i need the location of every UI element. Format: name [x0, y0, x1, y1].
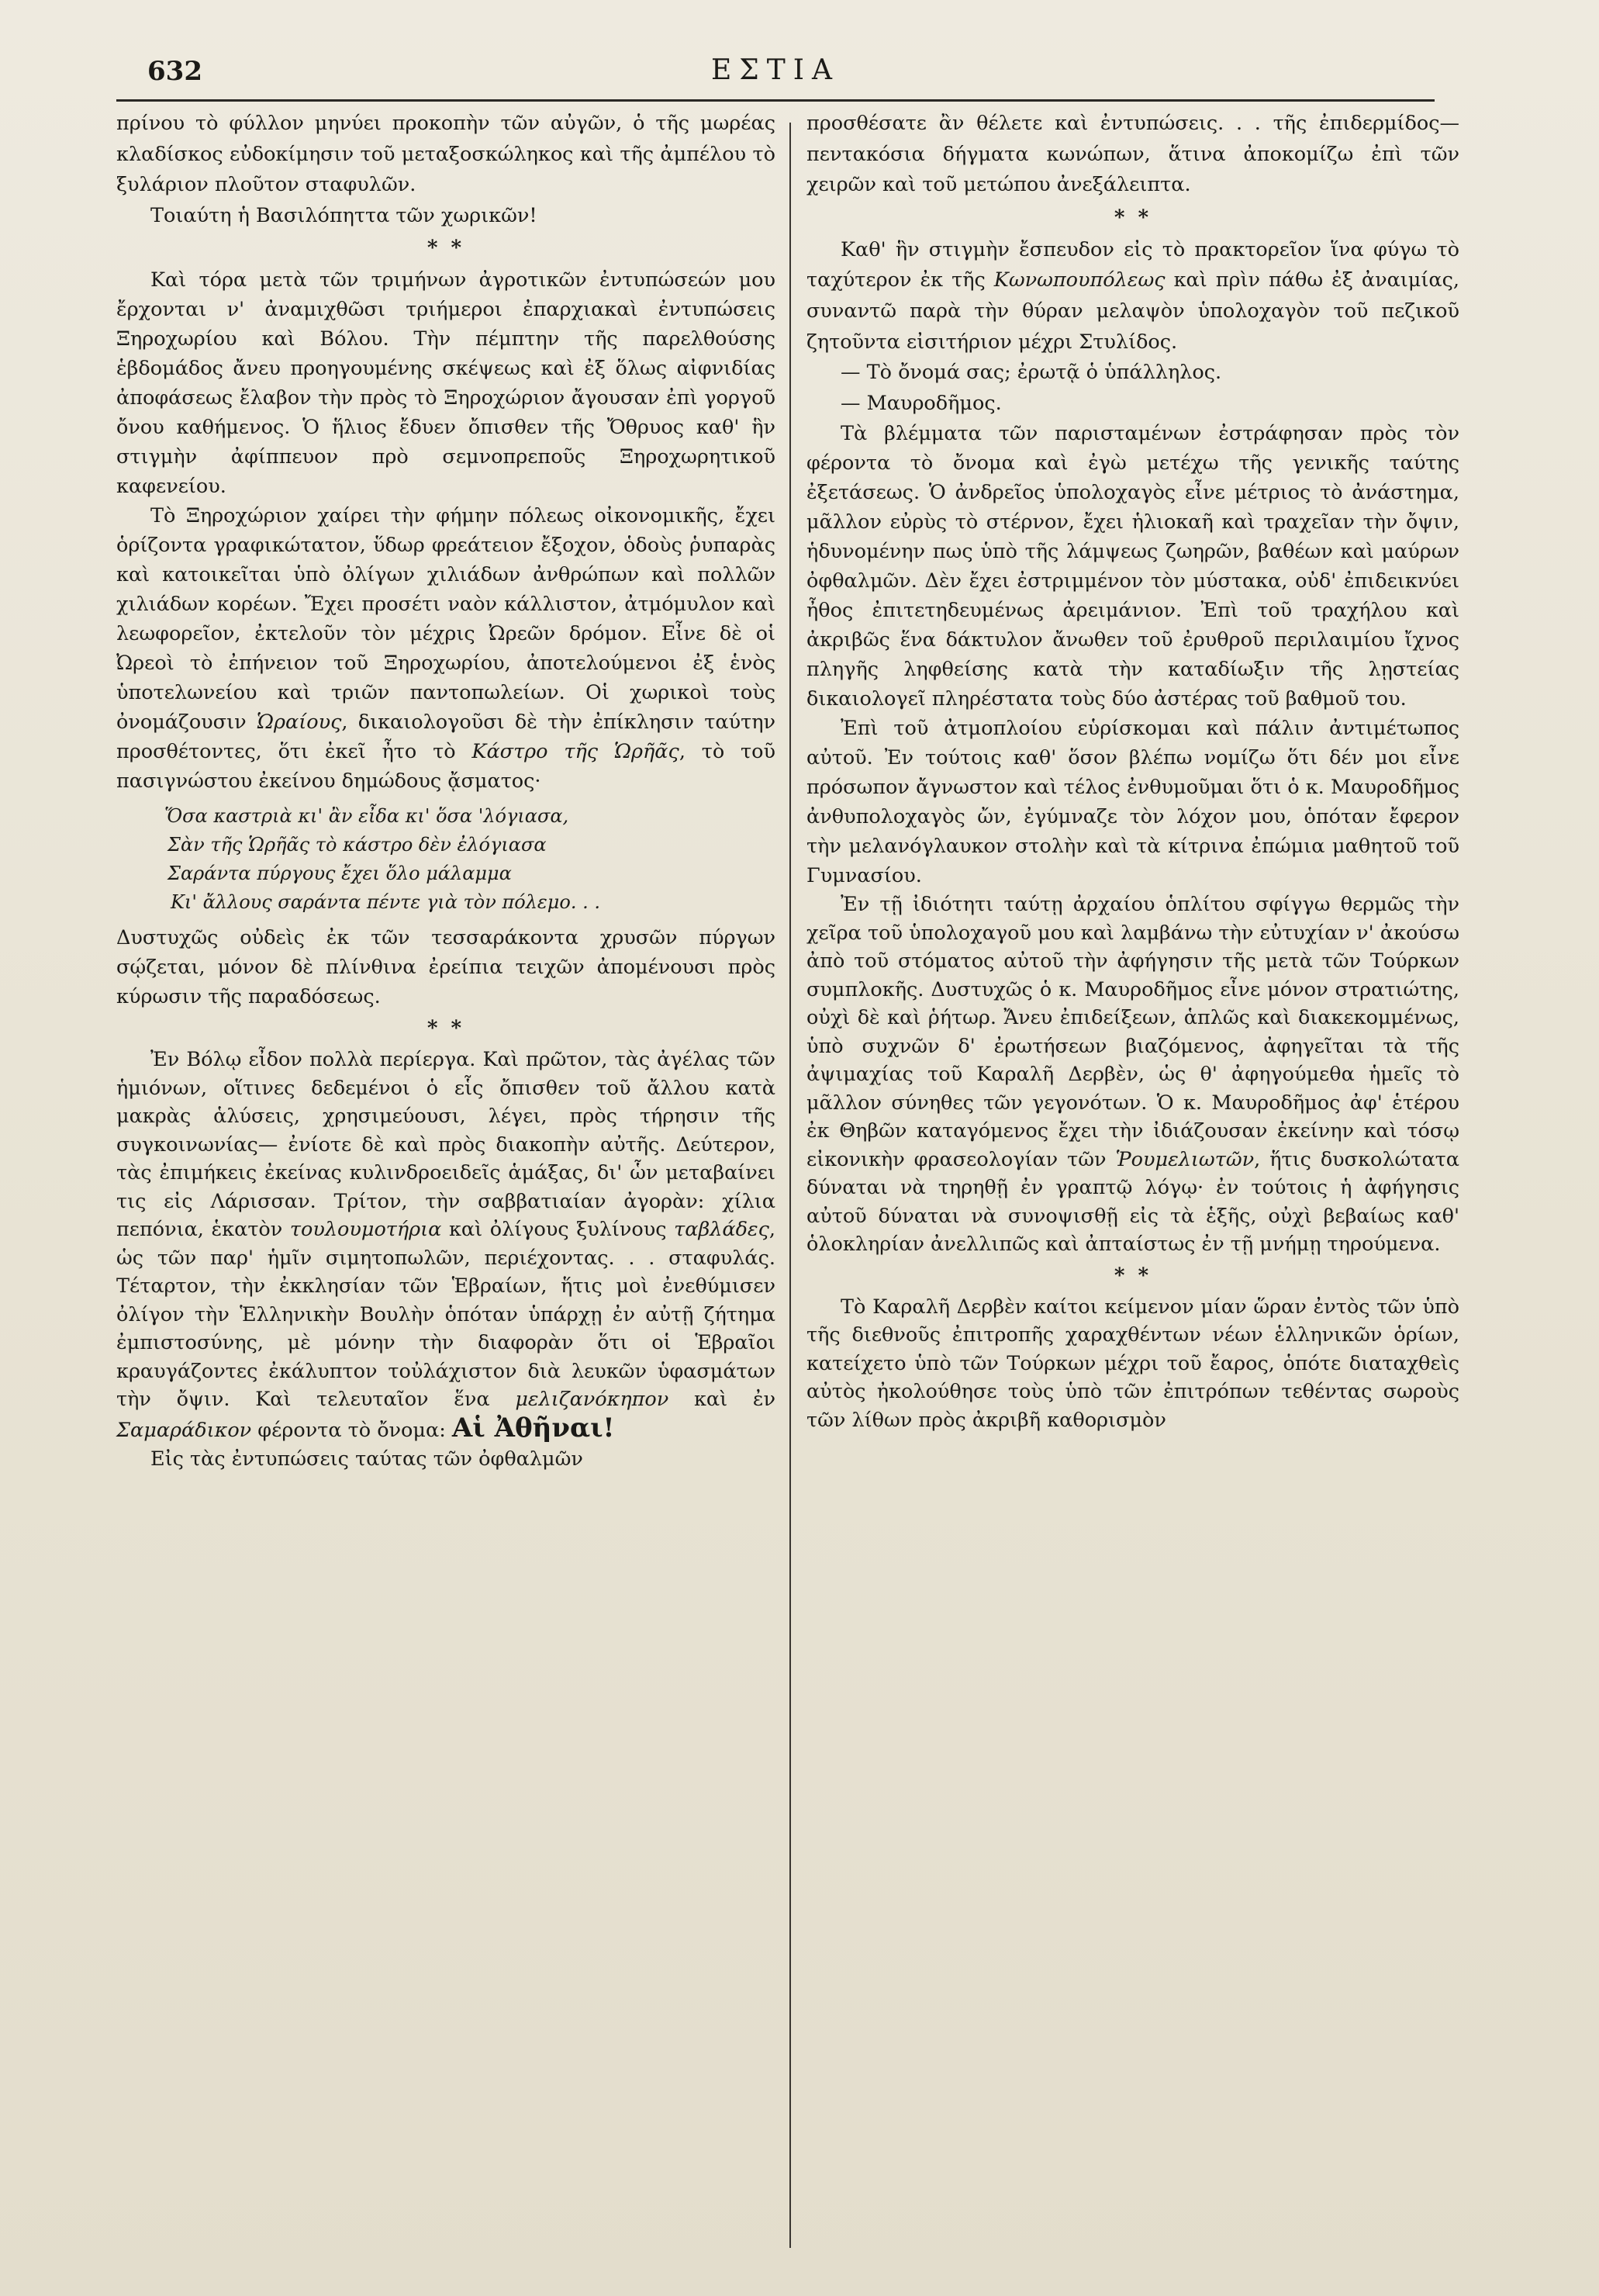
text-run: Τὸ Ξηροχώριον χαίρει τὴν φήμην πόλεως οἰκονομικῆς, ἔχει ὁρίζοντα γραφικώτατον, ὕδωρ φρεάτειον ἔξοχον, ὁδοὺς ῥυπαρὰς καὶ κατοικεῖται ὑπὸ ὀλίγων χιλιάδων ἀνθρώπων καὶ πολλῶν χιλιάδων κορέων. Ἔχει προσέτι ναὸν κάλλιστον, ἀτμόμυλον καὶ λεωφορεῖον, ἐκτελοῦν τὸν μέχρις Ὠρεῶν δρόμον. Εἶνε δὲ οἱ Ὠρεοὶ τὸ ἐπήνειον τοῦ Ξηροχωρίου, ἀποτελούμενοι ἐξ ἑνὸς ὑποτελωνείου καὶ τριῶν παντοπωλείων. Οἱ χωρικοὶ τοὺς ὀνομάζουσιν — [116, 504, 775, 735]
text-run: , τὸ τοῦ πασιγνώστου ἐκείνου δημώδους ᾄσματος· — [116, 740, 775, 794]
page-number: 632 — [147, 56, 202, 87]
text-run: καὶ ἐν — [693, 1388, 776, 1412]
poem — [164, 802, 775, 917]
poem-line: Σὰν τῆς Ὡρῆᾶς τὸ κάστρο δὲν ἐλόγιασα — [167, 834, 547, 856]
text-run: Ἐν Βόλῳ εἶδον πολλὰ περίεργα. Καὶ πρῶτον, τὰς ἀγέλας τῶν ἡμιόνων, οἵτινες δεδεμένοι ὁ εἷς ὄπισθεν τοῦ ἄλλου κατὰ μακρὰς ἁλύσεις, χρησιμεύουσι, λέγει, πρὸς τήρησιν τῆς συγκοινωνίας— ἐνίοτε δὲ καὶ πρὸς διακοπὴν αὐτῆς. Δεύτερον, τὰς ἐπιμήκεις ἐκείνας κυλινδροειδεῖς ἁμάξας, δι' ὧν μεταβαίνει τις εἰς Λάρισσαν. Τρίτον, τὴν σαββατιαίαν ἀγορὰν: χίλια πεπόνια, ἑκατὸν — [116, 1048, 775, 1242]
running-title: ΕΣΤΙΑ — [711, 54, 840, 86]
text-run: Καθ' ἣν στιγμὴν ἔσπευδον εἰς τὸ πρακτορεῖον ἵνα φύγω τὸ ταχύτερον ἐκ τῆς — [806, 237, 1459, 292]
section-separator: * * — [1114, 1264, 1152, 1288]
paragraph: Τὰ βλέμματα τῶν παρισταμένων ἐστράφησαν πρὸς τὸν φέροντα τὸ ὄνομα καὶ ἐγὼ μετέχω τῆς γενικῆς ταύτης ἐξετάσεως. Ὁ ἀνδρεῖος ὑπολοχαγὸς εἶνε μέτριος τὸ ἀνάστημα, μᾶλλον εὐρὺς τὸ στέρνον, ἔχει ἡλιοκαῆ καὶ τραχεῖαν τὴν ὄψιν, ἡδυνομένην πως ὑπὸ τῆς λάμψεως ζωηρῶν, βαθέων καὶ μαύρων ὀφθαλμῶν. Δὲν ἔχει ἐστριμμένον τὸν μύστακα, οὐδ' ἐπιδεικνύει ἦθος ἐπιτετηδευμένως ἀρειμάνιον. Ἐπὶ τοῦ τραχήλου καὶ ἀκριβῶς ἕνα δάκτυλον ἄνωθεν τοῦ ἐρυθροῦ περιλαιμίου ἴχνος πληγῆς ληφθείσης κατὰ τὴν καταδίωξιν τῆς λῃστείας δικαιολογεῖ πληρέστατα τοὺς δύο ἀστέρας τοῦ βαθμοῦ του. — [806, 422, 1459, 711]
italic-text: Κάστρο τῆς Ὡρῆᾶς — [471, 740, 679, 764]
paragraph — [116, 501, 775, 796]
italic-text: Ῥουμελιωτῶν — [1115, 1147, 1255, 1171]
paragraph: Καὶ τόρα μετὰ τῶν τριμήνων ἀγροτικῶν ἐντυπώσεών μου ἔρχονται ν' ἀναμιχθῶσι τριήμεροι ἐπαρχιακαὶ ἐντυπώσεις Ξηροχωρίου καὶ Βόλου. Τὴν πέμπτην τῆς παρελθούσης ἑβδομάδος ἄνευ προηγουμένης σκέψεως καὶ ἐξ ὅλως αἰφνιδίας ἀποφάσεως ἔλαβον τὴν πρὸς τὸ Ξηροχώριον ἄγουσαν ἐπὶ γοργοῦ ὄνου καθήμενος. Ὁ ἥλιος ἔδυεν ὄπισθεν τῆς Ὄθρυος καθ' ἣν στιγμὴν ἀφίππευον πρὸ σεμνοπρεποῦς Ξηροχωρητικοῦ καφενείου. — [116, 268, 775, 499]
section-separator: * * — [427, 1017, 465, 1041]
poem-line: Κι' ἄλλους σαράντα πέντε γιὰ τὸν πόλεμο. . . — [171, 891, 600, 914]
italic-text: Ὡραίους — [256, 711, 342, 735]
paragraph — [806, 235, 1459, 358]
left-column — [116, 109, 775, 1475]
dialogue-line: — Τὸ ὄνομά σας; ἐρωτᾷ ὁ ὑπάλληλος. — [841, 361, 1222, 385]
page-header — [116, 51, 1435, 98]
paragraph: πρίνου τὸ φύλλον μηνύει προκοπὴν τῶν αὐγῶν, ὁ τῆς μωρέας κλαδίσκος εὐδοκίμησιν τοῦ μεταξοσκώληκος καὶ τῆς ἀμπέλου τὸ ξυλάριον πλοῦτον σταφυλῶν. — [116, 112, 775, 197]
dialogue-line: — Μαυροδῆμος. — [841, 391, 1002, 415]
paragraph — [806, 890, 1459, 1259]
bold-text: Αἱ Ἀθῆναι! — [451, 1412, 615, 1444]
section-separator: * * — [427, 237, 465, 261]
text-run: καὶ πρὶν πάθω ἐξ ἀναιμίας, συναντῶ παρὰ τὴν θύραν μελαψὸν ὑπολοχαγὸν τοῦ πεζικοῦ ζητοῦντα εἰσιτήριον μέχρι Στυλίδος. — [806, 268, 1459, 354]
text-run: , ἥτις δυσκολώτατα δύναται νὰ τηρηθῇ ἐν γραπτῷ λόγῳ· ἐν τούτοις ἡ ἀφήγησις αὐτοῦ δύναται νὰ συνοψισθῇ εἰς τὰ ἑξῆς, οὐχὶ βεβαίως καθ' ὁλοκληρίαν ἀνελλιπῶς καὶ ἀπταίστως ἐν τῇ μνήμῃ τηρούμενα. — [806, 1147, 1459, 1257]
section-separator: * * — [1114, 206, 1152, 230]
paragraph: Ἐπὶ τοῦ ἀτμοπλοίου εὑρίσκομαι καὶ πάλιν ἀντιμέτωπος αὐτοῦ. Ἐν τούτοις καθ' ὅσον βλέπω νομίζω ὅτι δέν μοι εἶνε πρόσωπον ἄγνωστον καὶ τέλος ἐνθυμοῦμαι ὅτι ὁ κ. Μαυροδῆμος ἀνθυπολοχαγὸς ὤν, ἐγύμναζε τὸν λόχον μου, ὁπόταν ἔφερον τὴν μελανόγλαυκον στολὴν καὶ τὰ κίτρινα ἐπώμια μαθητοῦ τοῦ Γυμνασίου. — [806, 717, 1459, 888]
text-run: καὶ ὀλίγους ξυλίνους — [448, 1218, 667, 1242]
paragraph: Δυστυχῶς οὐδεὶς ἐκ τῶν τεσσαράκοντα χρυσῶν πύργων σῴζεται, μόνον δὲ πλίνθινα ἐρείπια τειχῶν ἀπομένουσι πρὸς κύρωσιν τῆς παραδόσεως. — [116, 926, 775, 1009]
paragraph: Τὸ Καραλῆ Δερβὲν καίτοι κείμενον μίαν ὥραν ἐντὸς τῶν ὑπὸ τῆς διεθνοῦς ἐπιτροπῆς χαραχθέντων νέων ἑλληνικῶν ὁρίων, κατείχετο ὑπὸ τῶν Τούρκων μέχρι τοῦ ἔαρος, ὁπότε διαταχθεὶς αὐτὸς ἠκολούθησε τοὺς ὑπὸ τῶν ἐπιτρόπων τεθέντας σωροὺς τῶν λίθων πρὸς ἀκριβῆ καθορισμὸν — [806, 1295, 1459, 1432]
header-rule — [116, 99, 1435, 102]
italic-text: Σαμαράδικον — [116, 1418, 252, 1442]
text-run: φέροντα τὸ ὄνομα: — [257, 1418, 446, 1442]
text-run: , δικαιολογοῦσι δὲ τὴν ἐπίκλησιν ταύτην προσθέτοντες, ὅτι ἐκεῖ ἦτο τὸ — [116, 711, 776, 764]
right-column — [806, 109, 1459, 1434]
italic-text: μελιζανόκηπον — [515, 1388, 669, 1412]
italic-text: Κωνωπουπόλεως — [993, 268, 1166, 292]
text-run: , ὡς τῶν παρ' ἡμῖν σιμητοπωλῶν, περιέχοντας. . . σταφυλάς. Τέταρτον, τὴν ἐκκλησίαν τῶν Ἑβραίων, ἥτις μοὶ ἐνεθύμισεν ὀλίγον τὴν Ἑλληνικὴν Βουλὴν ὁπόταν ὑπάρχῃ ἐν αὐτῇ ζήτημα ἐμπιστοσύνης, μὲ μόνην τὴν διαφορὰν ὅτι οἱ Ἑβραῖοι κραυγάζοντες ἐκάλυπτον τοὐλάχιστον διὰ λευκῶν ὑφασμάτων τὴν ὄψιν. Καὶ τελευταῖον ἕνα — [116, 1218, 776, 1412]
paragraph: Εἰς τὰς ἐντυπώσεις ταύτας τῶν ὀφθαλμῶν — [150, 1447, 583, 1471]
text-run: Ἐν τῇ ἰδιότητι ταύτῃ ἀρχαίου ὁπλίτου σφίγγω θερμῶς τὴν χεῖρα τοῦ ὑπολοχαγοῦ μου καὶ λαμβάνω τὴν εὐτυχίαν ν' ἀκούσω ἀπὸ τοῦ στόματος αὐτοῦ τὴν ἀφήγησιν τῆς μετὰ τῶν Τούρκων συμπλοκῆς. Δυστυχῶς ὁ κ. Μαυροδῆμος εἶνε μόνον στρατιώτης, οὐχὶ δὲ καὶ ῥήτωρ. Ἄνευ ἐπιδείξεων, ἁπλῶς καὶ διακεκομμένως, ὑπὸ συχνῶν δ' ἐρωτήσεων βιαζόμενος, ἀφηγεῖται τὰ τῆς ἀψιμαχίας τοῦ Καραλῆ Δερβὲν, ὡς θ' ἀφηγούμεθα ἡμεῖς τὸ μᾶλλον σύνηθες τῶν γεγονότων. Ὁ κ. Μαυροδῆμος ἀφ' ἑτέρου ἐκ Θηβῶν καταγόμενος ἔχει τὴν ἰδιάζουσαν ἐκείνην καὶ τόσῳ εἰκονικὴν φρασεολογίαν τῶν — [806, 893, 1459, 1171]
italic-text: τουλουμοτήρια — [289, 1218, 442, 1242]
paragraph — [116, 1046, 775, 1444]
poem-line: Σαράντα πύργους ἔχει ὅλο μάλαμμα — [167, 863, 512, 885]
paragraph: προσθέσατε ἂν θέλετε καὶ ἐντυπώσεις. . . τῆς ἐπιδερμίδος—πεντακόσια δήγματα κωνώπων, ἅτινα ἀποκομίζω ἐπὶ τῶν χειρῶν καὶ τοῦ μετώπου ἀνεξάλειπτα. — [806, 112, 1459, 197]
column-divider — [789, 123, 791, 2248]
paragraph: Τοιαύτη ἡ Βασιλόπηττα τῶν χωρικῶν! — [150, 203, 537, 227]
poem-line: Ὅσα καστριὰ κι' ἂν εἶδα κι' ὅσα 'λόγιασα, — [164, 805, 569, 828]
italic-text: ταβλάδες — [674, 1218, 769, 1242]
